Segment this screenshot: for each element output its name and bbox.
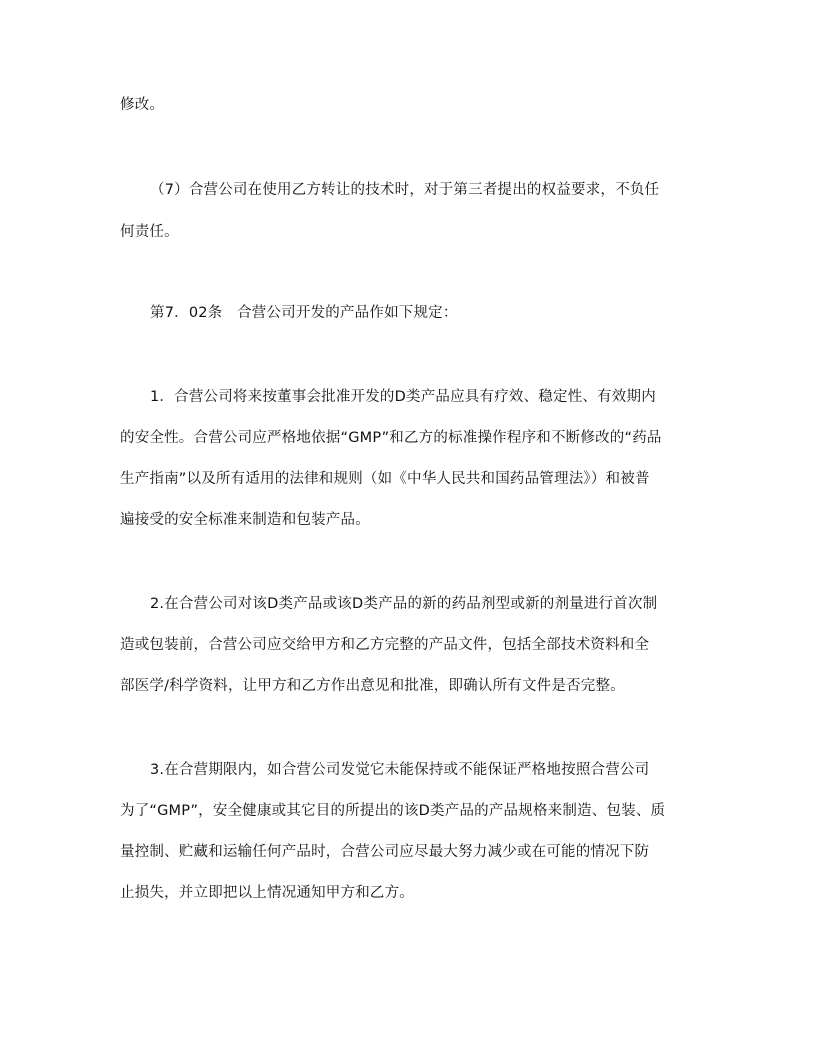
text-line: 部医学/科学资料，让甲方和乙方作出意见和批准，即确认所有文件是否完整。 (120, 678, 625, 694)
text-line: 的安全性。合营公司应严格地依据“GMP”和乙方的标准操作程序和不断修改的“药品 (120, 430, 662, 446)
text-line: 何责任。 (120, 224, 179, 240)
text-line: 2.在合营公司对该D类产品或该D类产品的新的药品剂型或新的剂量进行首次制 (150, 596, 658, 612)
text-line: 造或包装前，合营公司应交给甲方和乙方完整的产品文件，包括全部技术资料和全 (120, 637, 650, 653)
text-line: 生产指南”以及所有适用的法律和规则（如《中华人民共和国药品管理法》）和被普 (120, 471, 650, 487)
text-line: 1．合营公司将来按董事会批准开发的D类产品应具有疗效、稳定性、有效期内 (150, 389, 656, 405)
text-line: 3.在合营期限内，如合营公司发觉它未能保持或不能保证严格地按照合营公司 (150, 762, 650, 778)
section-heading: 第7．02条 合营公司开发的产品作如下规定： (150, 305, 458, 321)
text-line: 修改。 (120, 97, 165, 113)
text-line: 遍接受的安全标准来制造和包装产品。 (120, 512, 370, 528)
text-line: 量控制、贮藏和运输任何产品时，合营公司应尽最大努力减少或在可能的情况下防 (120, 844, 650, 860)
text-line: 止损失，并立即把以上情况通知甲方和乙方。 (120, 885, 414, 901)
text-line: 为了“GMP”，安全健康或其它目的所提出的该D类产品的产品规格来制造、包装、质 (120, 803, 666, 819)
text-line: （7）合营公司在使用乙方转让的技术时，对于第三者提出的权益要求，不负任 (150, 182, 660, 198)
